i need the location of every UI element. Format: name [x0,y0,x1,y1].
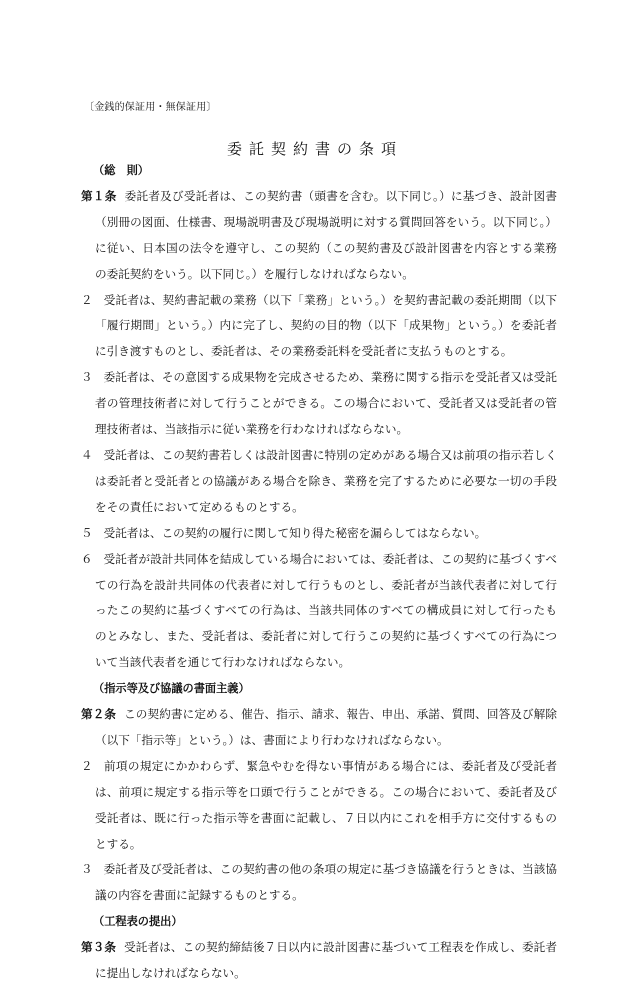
section-heading: （指示等及び協議の書面主義） [93,682,250,696]
section-heading: （工程表の提出） [93,915,183,929]
clause-paragraph [81,521,557,547]
document-title: 委託契約書の条項 [226,140,403,158]
paragraph-text: 委託者及び受託者は、この契約書の他の条項の規定に基づき協議を行うときは、当該協議の内容を書面に記録するものとする。 [95,862,557,903]
clause-number: ４ [81,447,93,462]
paragraph-text: この契約書に定める、催告、指示、請求、報告、申出、承諾、質問、回答及び解除（以下「指示等」という。）は、書面により行わなければならない。 [95,707,557,747]
article-paragraph [81,935,557,987]
clause-paragraph [81,547,557,677]
document-body [81,158,557,987]
clause-number: ５ [81,525,93,540]
clause-paragraph [81,365,557,443]
article-number: 第３条 [81,940,117,955]
article-paragraph [81,184,557,288]
clause-paragraph [81,857,557,909]
paragraph-text: 委託者及び受託者は、この契約書（頭書を含む。以下同じ。）に基づき、設計図書（別冊の図面、仕様書、現場説明書及び現場説明に対する質問回答をいう。以下同じ。）に従い、日本国の法令を遵守し、この契約（この契約書及び設計図書を内容とする業務の委託契約をいう。以下同じ。）を履行しなければならない。 [95,188,557,281]
paragraph-text: 受託者は、この契約の履行に関して知り得た秘密を漏らしてはならない。 [103,525,487,540]
paragraph-text: 委託者は、その意図する成果物を完成させるため、業務に関する指示を受託者又は受託者の管理技術者に対して行うことができる。この場合において、受託者又は受託者の管理技術者は、当該指示に従い業務を行わなければならない。 [95,370,557,437]
paragraph-text: 受託者は、契約書記載の業務（以下「業務」という。）を契約書記載の委託期間（以下「履行期間」という。）内に完了し、契約の目的物（以下「成果物」という。）を委託者に引き渡すものとし、委託者は、その業務委託料を受託者に支払うものとする。 [95,292,557,359]
article-number: 第２条 [81,707,117,722]
paragraph-text: 受託者は、この契約締結後７日以内に設計図書に基づいて工程表を作成し、委託者に提出しなければならない。 [95,940,557,981]
clause-number: ３ [81,862,93,877]
clause-number: ２ [81,292,93,307]
document-tag: 〔金銭的保証用・無保証用〕 [84,102,217,113]
article-number: 第１条 [81,188,117,203]
section-heading: （総 則） [93,164,149,177]
paragraph-text: 受託者は、この契約書若しくは設計図書に特別の定めがある場合又は前項の指示若しくは委託者と受託者との協議がある場合を除き、業務を完了するために必要な一切の手段をその責任において定めるものとする。 [95,447,557,514]
clause-paragraph [81,288,557,366]
clause-paragraph [81,443,557,521]
paragraph-text: 受託者が設計共同体を結成している場合においては、委託者は、この契約に基づくすべての行為を設計共同体の代表者に対して行うものとし、委託者が当該代表者に対して行ったこの契約に基づくすべての行為は、当該共同体のすべての構成員に対して行ったものとみなし、また、受託者は、委託者に対して行うこの契約に基づくすべての行為について当該代表者を通じて行わなければならない。 [95,551,557,670]
clause-number: ２ [81,758,93,773]
paragraph-text: 前項の規定にかかわらず、緊急やむを得ない事情がある場合には、委託者及び受託者は、前項に規定する指示等を口頭で行うことができる。この場合において、委託者及び受託者は、既に行った指示等を書面に記載し、７日以内にこれを相手方に交付するものとする。 [95,758,557,851]
clause-paragraph [81,754,557,858]
clause-number: ６ [81,551,93,566]
clause-number: ３ [81,370,93,385]
article-paragraph [81,702,557,754]
